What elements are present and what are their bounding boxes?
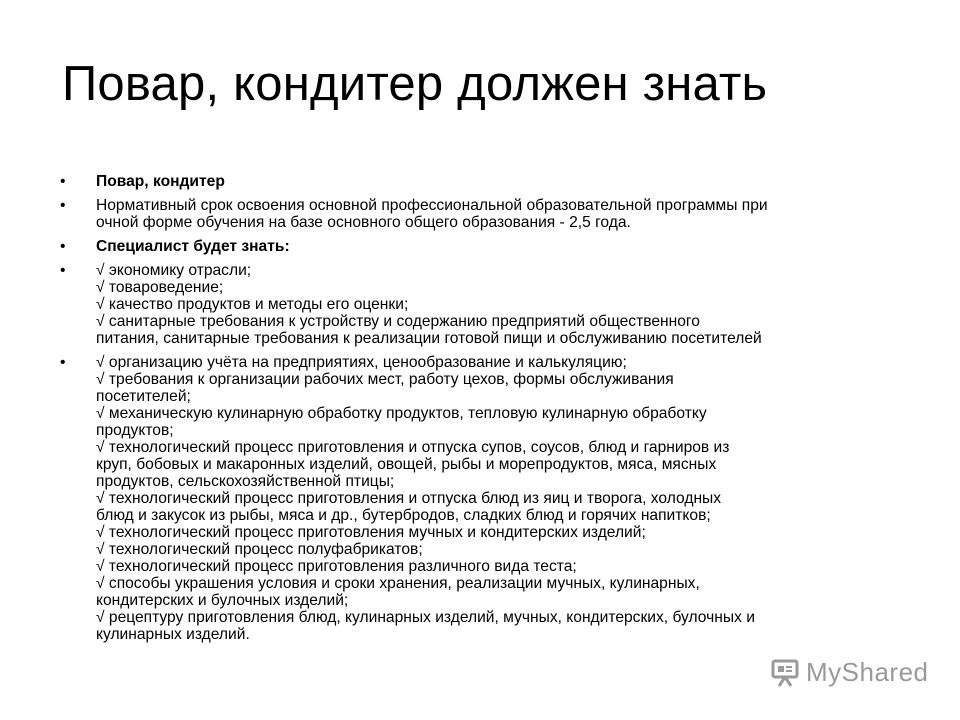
bullet-line: круп, бобовых и макаронных изделий, овощей, рыбы и морепродуктов, мяса, мясных — [96, 456, 717, 473]
bullet-item — [0, 238, 960, 255]
bullet-line: посетителей; — [96, 388, 191, 405]
bullet-line: продуктов; — [96, 422, 174, 439]
bullet-line: √ способы украшения условия и сроки хранения, реализации мучных, кулинарных, — [96, 575, 700, 592]
watermark-logo — [770, 657, 929, 688]
slide-title: Повар, кондитер должен знать — [62, 57, 768, 111]
bullet-text — [96, 197, 900, 231]
bullet-dot: • — [60, 173, 66, 190]
bullet-item — [0, 197, 960, 231]
bullet-line: √ требования к организации рабочих мест, работу цехов, формы обслуживания — [96, 371, 674, 388]
bullet-line: √ технологический процесс приготовления и отпуска блюд из яиц и творога, холодных — [96, 490, 722, 507]
bullet-line: √ организацию учёта на предприятиях, ценообразование и калькуляцию; — [96, 354, 627, 371]
bullet-line: √ санитарные требования к устройству и содержанию предприятий общественного — [96, 313, 700, 330]
bullet-dot: • — [60, 354, 66, 371]
bullet-item — [0, 173, 960, 190]
bullet-list — [0, 173, 960, 650]
bullet-line: √ товароведение; — [96, 279, 224, 296]
bullet-dot: • — [60, 197, 66, 214]
bullet-line: √ рецептуру приготовления блюд, кулинарных изделий, мучных, кондитерских, булочных и — [96, 609, 755, 626]
bullet-line: Повар, кондитер — [96, 173, 225, 190]
bullet-line: √ экономику отрасли; — [96, 262, 252, 279]
bullet-line: питания, санитарные требования к реализации готовой пищи и обслуживанию посетителей — [96, 330, 762, 347]
bullet-dot: • — [60, 238, 66, 255]
bullet-item — [0, 354, 960, 643]
bullet-line: √ технологический процесс приготовления различного вида теста; — [96, 558, 577, 575]
bullet-dot: • — [60, 262, 66, 279]
bullet-line: √ технологический процесс приготовления мучных и кондитерских изделий; — [96, 524, 646, 541]
presentation-board-icon — [770, 659, 800, 687]
bullet-line: √ качество продуктов и методы его оценки; — [96, 296, 409, 313]
bullet-line: кулинарных изделий. — [96, 626, 250, 643]
watermark-text: MyShared — [806, 657, 929, 687]
bullet-line: кондитерских и булочных изделий; — [96, 592, 349, 609]
bullet-line: Специалист будет знать: — [96, 238, 290, 255]
bullet-line: √ технологический процесс полуфабрикатов; — [96, 541, 423, 558]
bullet-text — [96, 354, 900, 643]
bullet-line: √ механическую кулинарную обработку продуктов, тепловую кулинарную обработку — [96, 405, 707, 422]
bullet-text — [96, 173, 900, 190]
bullet-line: очной форме обучения на базе основного общего образования - 2,5 года. — [96, 214, 631, 231]
bullet-line: блюд и закусок из рыбы, мяса и др., бутербродов, сладких блюд и горячих напитков; — [96, 507, 711, 524]
bullet-text — [96, 238, 900, 255]
bullet-item — [0, 262, 960, 347]
bullet-text — [96, 262, 900, 347]
bullet-line: Нормативный срок освоения основной профессиональной образовательной программы при — [96, 197, 768, 214]
bullet-line: продуктов, сельскохозяйственной птицы; — [96, 473, 395, 490]
bullet-line: √ технологический процесс приготовления и отпуска супов, соусов, блюд и гарниров из — [96, 439, 730, 456]
